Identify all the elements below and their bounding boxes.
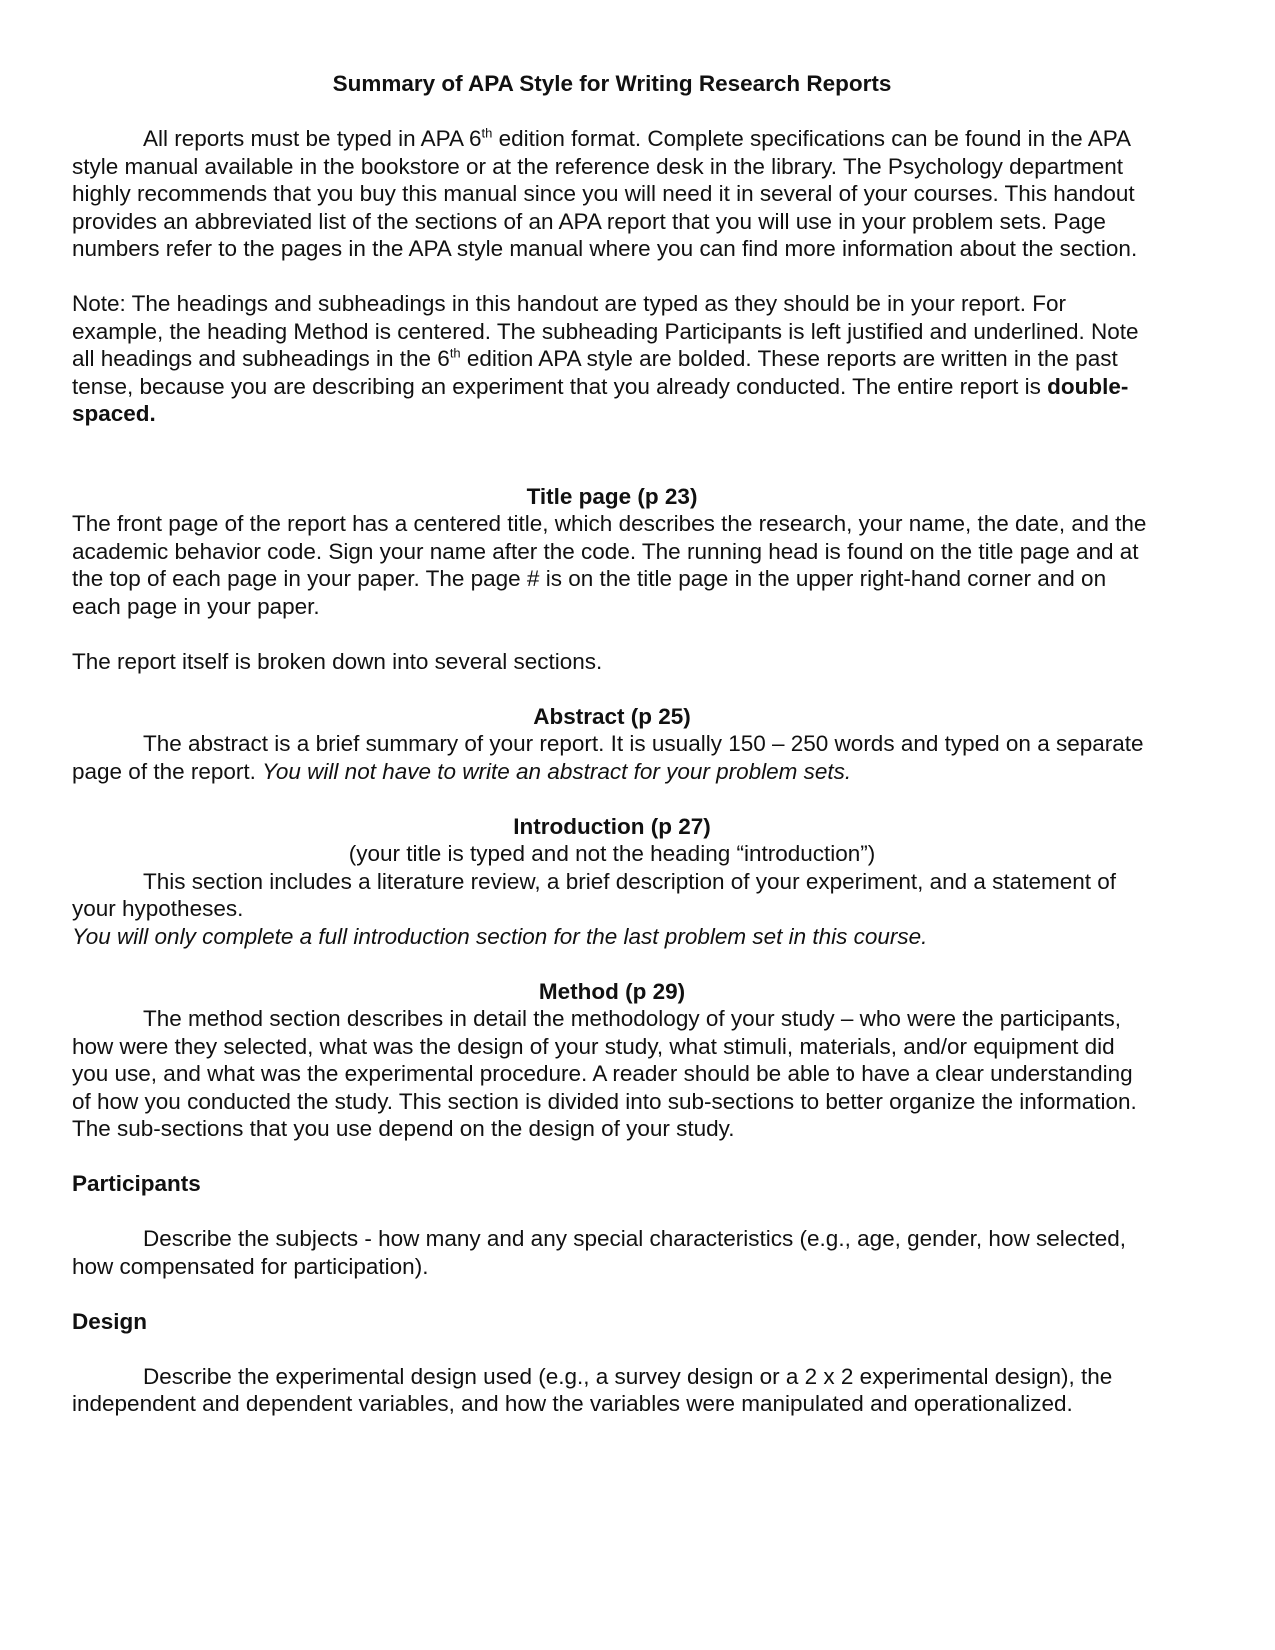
introduction-note: You will only complete a full introduction section for the last problem set in this course. [72,923,928,949]
sections-paragraph: The report itself is broken down into several sections. [72,648,603,674]
intro-paragraph: All reports must be typed in APA 6th edition format. Complete specifications can be found in the APA style manual available in the bookstore or at the reference desk in the library. The Psychology department highly recommends that you buy this manual since you will need it in several of your courses. This handout provides an abbreviated list of the sections of an APA report that you will use in your problem sets. Page numbers refer to the pages in the APA style manual where you can find more information about the section. [72,125,1138,261]
document-title: Summary of APA Style for Writing Research Reports [332,71,892,96]
title-page-paragraph: The front page of the report has a centered title, which describes the research, your name, the date, and the academic behavior code. Sign your name after the code. The running head is found on the title page and at the top of each page in your paper. The page # is on the title page in the upper right-hand corner and on each page in your paper. [72,511,1147,619]
participants-paragraph: Describe the subjects - how many and any special characteristics (e.g., age, gender, how selected, how compensated for participation). [72,1226,1127,1279]
design-heading: Design [72,1308,148,1334]
double-spaced-emphasis: double-spaced. [72,373,1129,426]
note-paragraph: Note: The headings and subheadings in this handout are typed as they should be in your report. For example, the heading Method is centered. The subheading Participants is left justified and underlined. Note all headings and subheadings in the 6th edition APA style are bolded. These reports are written in the past tense, because you are describing an experiment that you already conducted. The entire report is double-spaced. [72,291,1139,426]
abstract-note: You will not have to write an abstract for your problem sets. [262,758,852,784]
introduction-heading: Introduction (p 27) [513,813,711,839]
method-paragraph: The method section describes in detail the methodology of your study – who were the participants, how were they selected, what was the design of your study, what stimuli, materials, and/or equipment did you use, and what was the experimental procedure. A reader should be able to have a clear understanding of how you conducted the study. This section is divided into sub-sections to better organize the information. The sub-sections that you use depend on the design of your study. [72,1006,1137,1141]
design-paragraph: Describe the experimental design used (e.g., a survey design or a 2 x 2 experimental design), the independent and dependent variables, and how the variables were manipulated and operationalized. [72,1363,1113,1416]
participants-heading: Participants [72,1171,201,1196]
abstract-paragraph: The abstract is a brief summary of your report. It is usually 150 – 250 words and typed on a separate page of the report. You will not have to write an abstract for your problem sets. [72,731,1144,784]
introduction-subtitle: (your title is typed and not the heading “introduction”) [348,841,876,866]
abstract-heading: Abstract (p 25) [533,703,691,729]
title-page-heading: Title page (p 23) [526,483,698,509]
document-page [72,70,1152,1418]
introduction-paragraph: This section includes a literature review, a brief description of your experiment, and a statement of your hypotheses. [72,868,1116,921]
method-heading: Method (p 29) [538,978,686,1004]
